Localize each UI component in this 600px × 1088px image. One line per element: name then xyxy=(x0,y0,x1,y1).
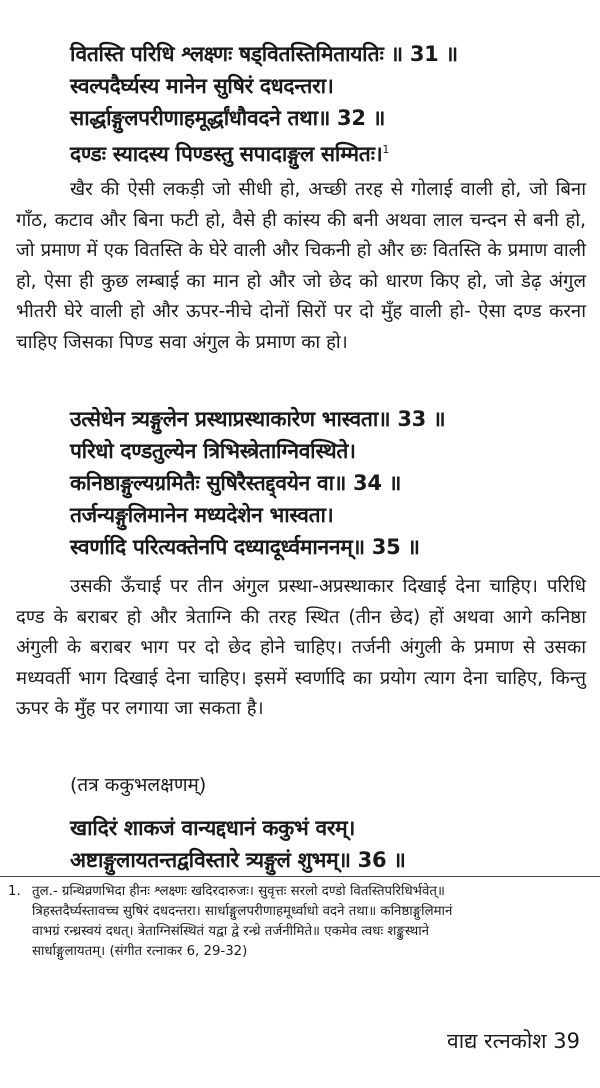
footnote-number: 1. xyxy=(8,884,21,899)
verse-text: दण्डः स्यादस्य पिण्डस्तु सपादाङ्गुल सम्मितः। xyxy=(70,142,383,166)
verse-line xyxy=(70,134,590,170)
prose-paragraph-1 xyxy=(16,175,586,359)
running-footer: वाद्य रत्नकोश 39 xyxy=(447,1029,580,1053)
prose-paragraph-2 xyxy=(16,572,586,725)
verse-block-3 xyxy=(70,812,590,876)
verse-line: अष्टाङ्गुलायतन्तद्वविस्तारे त्र्यङ्गुलं शुभम्॥ 36 ॥ xyxy=(70,848,406,872)
verse-line: तर्जन्यङ्गुलिमानेन मध्यदेशेन भास्वता। xyxy=(70,503,334,527)
verse-line: स्वर्णादि परित्यक्तेनपि दध्यादूर्ध्वमाननम्॥ 35 ॥ xyxy=(70,535,420,559)
footnote-text: तुल.- ग्रन्थिव्रणभिदा हीनः श्लक्ष्णः खदिरदारुजः। सुवृत्तः सरलो दण्डो वितस्तिपरिधिर्भवेत्॥ xyxy=(32,884,445,899)
verse-line: उत्सेधेन त्र्यङ्गुलेन प्रस्थाप्रस्थाकारेण भास्वता॥ 33 ॥ xyxy=(70,407,446,431)
verse-block-2 xyxy=(70,403,590,563)
paragraph-text: खैर की ऐसी लकड़ी जो सीधी हो, अच्छी तरह से गोलाई वाली हो, जो बिना गाँठ, कटाव और बिना फटी हो, वैसे ही कांस्य की बनी अथवा लाल चन्दन से बनी हो, जो प्रमाण में एक वितस्ति के घेरे वाली और चिकनी हो और छः वितस्ति के प्रमाण वाली हो, ऐसा ही कुछ लम्बाई का मान हो और जो छेद को धारण किए हो, जो डेढ़ अंगुल भीतरी घेरे वाली हो और ऊपर-नीचे दोनों सिरों पर दो मुँह वाली हो- ऐसा दण्ड करना चाहिए जिसका पिण्ड सवा अंगुल के प्रमाण का हो। xyxy=(16,179,586,353)
footnote-ref: 1 xyxy=(382,143,390,156)
verse-line: खादिरं शाकजं वान्यद्दधानं ककुभं वरम्। xyxy=(70,816,356,840)
verse-line: कनिष्ठाङ्गुल्यग्रमितैः सुषिरैस्तद्द्वयेन वा॥ 34 ॥ xyxy=(70,471,401,495)
verse-block-1 xyxy=(70,38,590,170)
footnote-line: वाभग्रं रन्ध्रस्वयं दधत्। त्रेताग्निसंस्थितं यद्वा द्वे रन्ध्रे तर्जनीमिते॥ एकमेव त्वधः शङ्कुस्थाने xyxy=(32,924,430,939)
section-subheading: (तत्र ककुभलक्षणम्) xyxy=(70,774,207,796)
footnote-line xyxy=(8,882,594,902)
footnote-line: सार्धाङ्गुलायतम्। (संगीत रत्नाकर 6, 29-32) xyxy=(32,944,248,959)
footnote-divider xyxy=(0,876,600,877)
verse-line: वितस्ति परिधि श्लक्ष्णः षड्वितस्तिमितायतिः ॥ 31 ॥ xyxy=(70,42,458,66)
verse-line: परिधो दण्डतुल्येन त्रिभिस्त्रेताग्निवस्थिते। xyxy=(70,439,356,463)
footnote-line: त्रिहस्तदैर्घ्यस्तावच्च सुषिरं दधदन्तरा। सार्धाङ्गुलपरीणाहमूर्ध्वाधो वदने तथा॥ कनिष्ठाङ्गुलिमानं xyxy=(32,904,453,919)
footnote xyxy=(8,882,594,962)
verse-line: सार्द्धाङ्गुलपरीणाहमूर्द्धांधौवदने तथा॥ 32 ॥ xyxy=(70,106,385,130)
verse-line: स्वल्पदैर्घ्यस्य मानेन सुषिरं दधदन्तरा। xyxy=(70,74,334,98)
paragraph-text: उसकी ऊँचाई पर तीन अंगुल प्रस्था-अप्रस्थाकार दिखाई देना चाहिए। परिधि दण्ड के बराबर हो और त्रेताग्नि की तरह स्थित (तीन छेद) हों अथवा आगे कनिष्ठा अंगुली के बराबर भाग पर दो छेद होने चाहिए। तर्जनी अंगुली के प्रमाण से उसका मध्यवर्ती भाग दिखाई देना चाहिए। इसमें स्वर्णादि का प्रयोग त्याग देना चाहिए, किन्तु ऊपर के मुँह पर लगाया जा सकता है। xyxy=(16,576,586,720)
